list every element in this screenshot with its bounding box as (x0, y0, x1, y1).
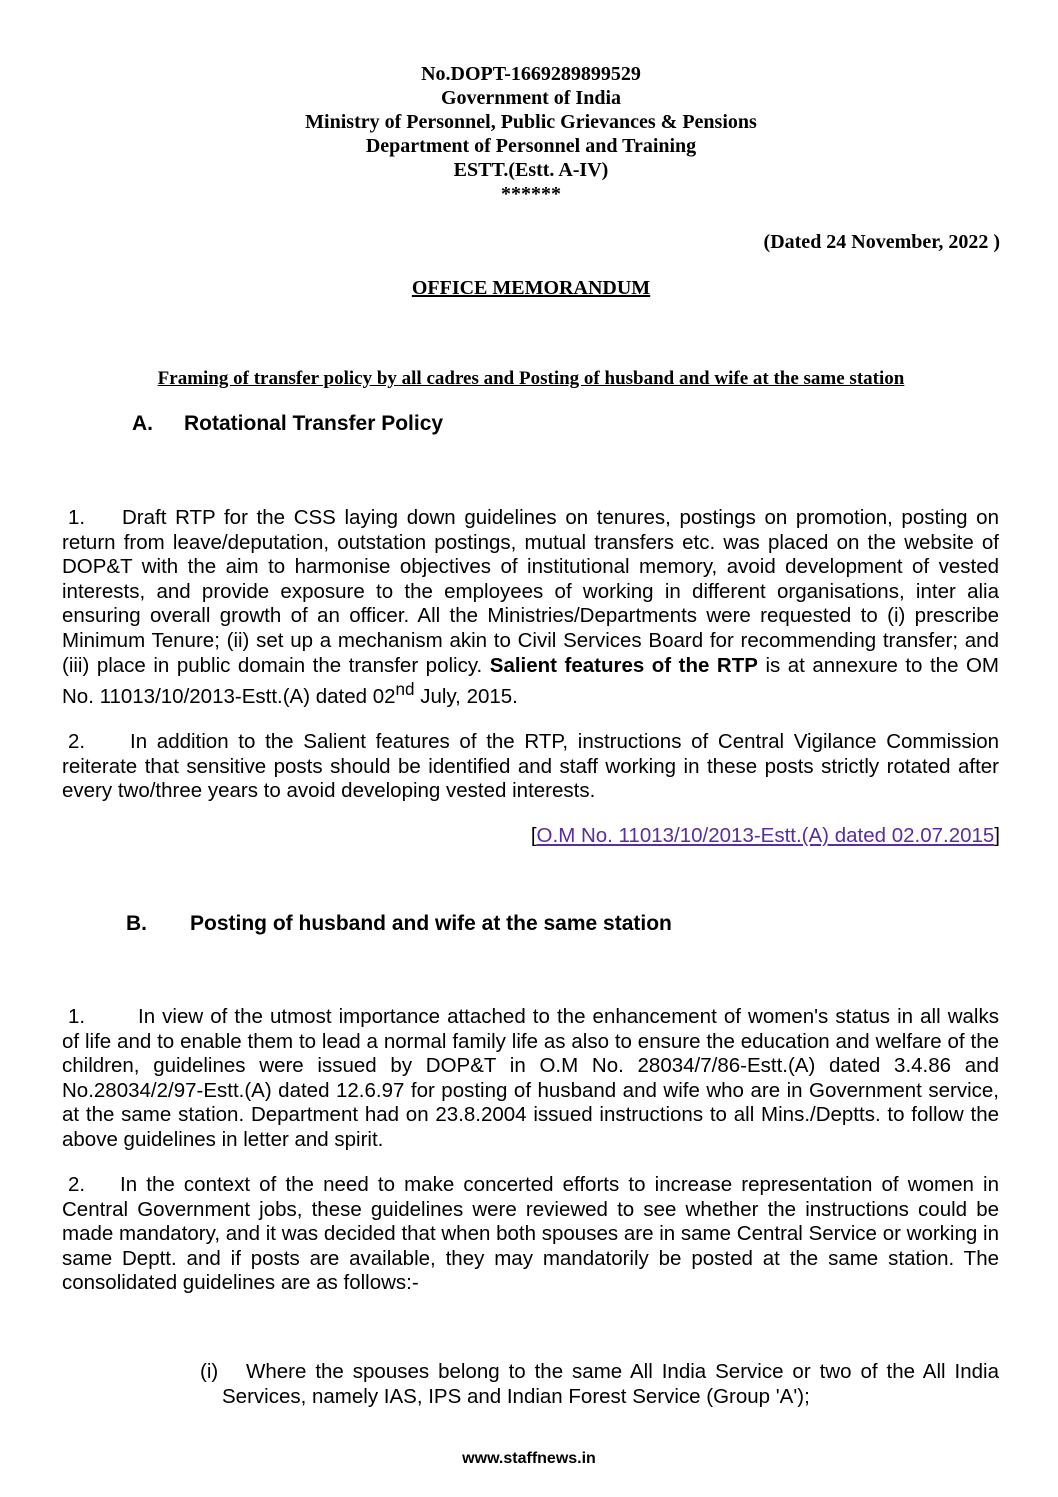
doc-title: OFFICE MEMORANDUM (411, 277, 651, 299)
section-b-heading (126, 912, 672, 936)
bracket: ] (994, 824, 1000, 847)
para-text: July, 2015. (420, 684, 518, 708)
date: (Dated 24 November, 2022 ) (763, 231, 1000, 253)
paragraph-a1 (62, 506, 999, 710)
reference-link[interactable]: O.M No. 11013/10/2013-Estt.(A) dated 02.07.2015 (536, 824, 995, 847)
ministry: Ministry of Personnel, Public Grievances & Pensions (305, 111, 757, 133)
reference (531, 824, 1000, 848)
government: Government of India (441, 87, 621, 109)
bracket: [ (530, 824, 537, 847)
section: ESTT.(Estt. A-IV) (453, 159, 609, 181)
section-letter: A. (132, 412, 153, 435)
paragraph-b1 (62, 1005, 999, 1153)
para-number: 1. (68, 1005, 86, 1028)
subject: Framing of transfer policy by all cadres and Posting of husband and wife at the same station (157, 368, 905, 389)
para-text: In view of the utmost importance attached to the enhancement of women's status in all walks of life and to enable them to lead a normal family life as also to ensure the education and welfare of the children, guidelines were issued by DOP&T in O.M No. 28034/7/86-Estt.(A) dated 3.4.86 and No.28034/2/97-Estt.(A) dated 12.6.97 for posting of husband and wife who are in Government service, at the same station. Department had on 23.8.2004 issued instructions to all Mins./Deptts. to follow the above guidelines in letter and spirit. (62, 1005, 999, 1151)
para-text: In addition to the Salient features of the RTP, instructions of Central Vigilance Commission reiterate that sensitive posts should be identified and staff working in these posts strictly rotated after every two/three years to avoid developing vested interests. (62, 730, 999, 803)
separator-stars: ****** (501, 183, 561, 205)
letterhead (0, 62, 1058, 206)
paragraph-a2 (62, 730, 999, 804)
para-text: Draft RTP for the CSS laying down guidelines on tenures, postings on promotion, posting on return from leave/deputation, outstation postings, mutual transfers etc. was placed on the website of DOP&T with the aim to harmonise objectives of institutional memory, avoid development of vested interests, and provide exposure to the employees of working in different organisations, inter alia ensuring overall growth of an officer. All the Ministries/Departments were requested to (i) prescribe Minimum Tenure; (ii) set up a mechanism akin to Civil Services Board for recommending transfer; and (iii) place in public domain the transfer policy. (62, 506, 999, 677)
section-a-heading (132, 412, 443, 436)
para-number: 1. (68, 506, 86, 529)
item-text: Where the spouses belong to the same All India Service or two of the All India Services, namely IAS, IPS and Indian Forest Service (Group 'A'); (222, 1360, 999, 1408)
para-number: 2. (68, 1173, 86, 1196)
section-title: Rotational Transfer Policy (184, 412, 444, 435)
om-number: No.DOPT-1669289899529 (421, 63, 641, 85)
paragraph-b2 (62, 1173, 999, 1296)
section-title: Posting of husband and wife at the same station (190, 912, 672, 935)
list-item (200, 1360, 999, 1409)
para-number: 2. (68, 730, 86, 753)
superscript: nd (395, 680, 415, 700)
footer-watermark: www.staffnews.in (462, 1450, 596, 1467)
para-text: In the context of the need to make concerted efforts to increase representation of women in Central Government jobs, these guidelines were reviewed to see whether the instructions could be made mandatory, and it was decided that when both spouses are in same Central Service or working in same Deptt. and if posts are available, they may mandatorily be posted at the same station. The consolidated guidelines are as follows:- (62, 1173, 999, 1295)
section-letter: B. (126, 912, 147, 935)
department: Department of Personnel and Training (365, 135, 697, 157)
item-number: (i) (200, 1360, 219, 1383)
bold-text: Salient features of the RTP (489, 653, 758, 677)
para-text: is at annexure to the OM No. 11013/10/2013-Estt.(A) dated 02 (62, 653, 1000, 708)
